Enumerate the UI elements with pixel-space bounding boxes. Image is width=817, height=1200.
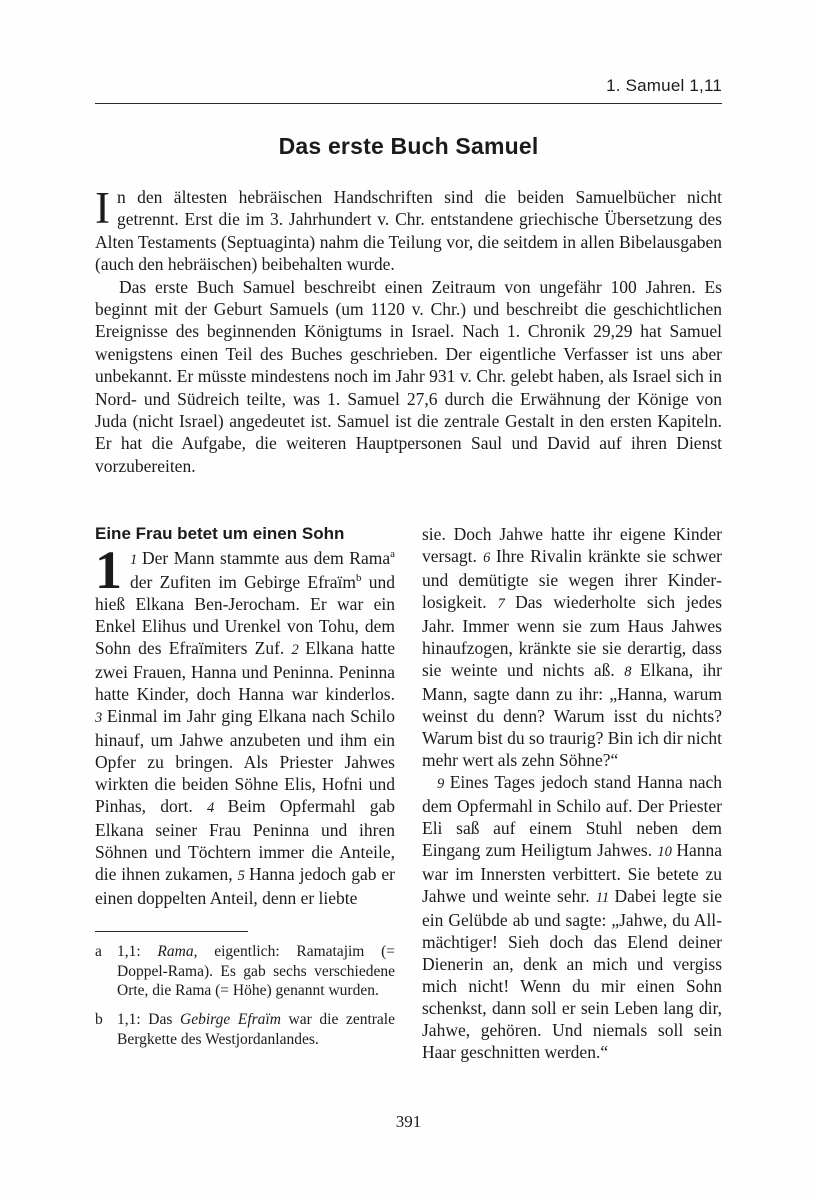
text-segment: Rama bbox=[157, 943, 194, 961]
footnote-text bbox=[117, 1010, 395, 1049]
text-segment: 1,1: bbox=[117, 943, 158, 961]
text-segment: Elkana, ihr Mann, sagte dann zu ihr: „Hanna, warum weinst du denn? Warum isst du nichts? Warum bist du so traurig? Bin ich dir nicht mehr wert als zehn Söhne?“ bbox=[422, 660, 722, 771]
text-segment: Ihre Rivalin kränkte sie schwer und demütigte sie wegen ihrer Kinderlosigkeit. bbox=[422, 546, 722, 613]
text-segment: Beim Opfermahl gab Elkana seiner Frau Peninna und ihren Söhnen und Töchtern immer die Anteile, die ihnen zukamen, bbox=[95, 796, 395, 885]
text-segment: Der Mann stammte aus dem Rama bbox=[142, 548, 391, 569]
text-segment: der Zufiten im Gebirge Efraïm bbox=[130, 572, 356, 593]
text-segment: Dabei legte sie ein Gelübde ab und sagte: „Jahwe, du Allmächtiger! Sieh doch das Elend deiner Dienerin an, denk an mich und vergiss mich nicht! Wenn du mir einen Sohn schenkst, dann soll er sein Leben lang dir, Jahwe, gehören. Und niemals soll sein Haar geschnitten werden.“ bbox=[422, 886, 722, 1063]
verse-paragraph-3 bbox=[422, 771, 722, 1063]
footnote-b bbox=[95, 1010, 395, 1049]
section-heading: Eine Frau betet um einen Sohn bbox=[95, 524, 345, 544]
column-right bbox=[422, 523, 722, 1063]
verse-text bbox=[422, 772, 722, 1062]
verse-number: 4 bbox=[206, 800, 228, 817]
chapter-number: 1 bbox=[95, 540, 122, 601]
intro-text-1: n den ältesten hebräischen Handschriften sind die beiden Samuelbücher nicht getrennt. Erst die im 3. Jahrhundert v. Chr. entstandene griechische Übersetzung des Alten Testaments (Septuaginta) nahm die Teilung vor, die seitdem in allen Bibelausgaben (auch den hebräischen) beibehalten wurde. bbox=[95, 187, 722, 275]
footnote-ref: b bbox=[356, 572, 362, 585]
verse-number: 6 bbox=[483, 550, 496, 567]
verse-paragraph-1 bbox=[95, 540, 396, 909]
text-segment: Hanna war im Innersten verbittert. Sie betete zu Jahwe und weinte sehr. bbox=[422, 840, 722, 907]
text-segment: sie. Doch Jahwe hatte ihr eigene Kinder versagt. bbox=[422, 524, 722, 567]
text-segment: und hieß Elkana Ben-Jerocham. Er war ein Enkel Elihus und Urenkel von Tohu, dem Sohn des Efraïmiters Zuf. bbox=[95, 572, 396, 659]
running-head: 1. Samuel 1,11 bbox=[606, 76, 722, 95]
footnote-ref: a bbox=[390, 548, 395, 561]
footnote-marker: b bbox=[95, 1011, 103, 1029]
footnote-rule bbox=[95, 931, 248, 932]
text-segment: Einmal im Jahr ging Elkana nach Schilo hinauf, um Jahwe anzubeten und ihm ein Opfer zu bringen. Als Priester Jahwes wirkten die beiden Söhne Elis, Hofni und Pinhas, dort. bbox=[95, 706, 396, 817]
verse-number: 10 bbox=[657, 844, 677, 861]
intro-paragraph-1 bbox=[95, 183, 722, 276]
verse-number: 1 bbox=[130, 552, 142, 569]
text-segment: Gebirge Efraïm bbox=[180, 1011, 281, 1029]
verse-number: 5 bbox=[237, 868, 250, 885]
text-segment: Elkana hatte zwei Frauen, Hanna und Peninna. Peninna hatte Kinder, doch Hanna war kinderlos. bbox=[95, 638, 395, 705]
verse-number: 11 bbox=[595, 890, 615, 907]
footnote-text bbox=[117, 942, 395, 1001]
intro-paragraph-2: Das erste Buch Samuel beschreibt einen Zeitraum von ungefähr 100 Jahren. Es beginnt mit der Geburt Samuels (um 1120 v. Chr.) und beschreibt die geschichtlichen Ereignisse des beginnenden Königtums in Israel. Nach 1. Chronik 29,29 hat Samuel wenigstens einen Teil des Buches geschrieben. Der eigentliche Verfasser ist uns aber unbekannt. Er müsste mindestens noch im Jahr 931 v. Chr. gelebt haben, als Israel sich in Nord- und Südreich teilte, was 1. Samuel 27,6 durch die Erwähnung der Könige von Juda (nicht Israel) angedeutet ist. Samuel ist die zentrale Gestalt in den ersten Kapiteln. Er hat die Aufgabe, die weiteren Hauptpersonen Saul und David auf ihren Dienst vorzubereiten. bbox=[95, 276, 722, 476]
text-columns bbox=[95, 523, 722, 1063]
text-segment: 1,1: Das bbox=[117, 1011, 181, 1029]
text-segment: Das wiederholte sich jedes Jahr. Immer wenn sie zum Haus Jahwes hinaufzogen, kränkte sie sie derartig, dass sie weinte und nichts aß. bbox=[422, 592, 723, 681]
verse-number: 8 bbox=[624, 664, 641, 681]
book-title: Das erste Buch Samuel bbox=[278, 133, 539, 159]
verse-number: 2 bbox=[291, 642, 306, 659]
text-segment: Eines Tages jedoch stand Hanna nach dem Opfermahl in Schilo auf. Der Priester Eli saß auf einem Stuhl neben dem Eingang zum Heiligtum Jahwes. bbox=[422, 772, 723, 861]
verse-number: 7 bbox=[497, 596, 516, 613]
footnote-a bbox=[95, 942, 395, 1001]
verse-text bbox=[422, 524, 722, 770]
column-left bbox=[95, 523, 395, 1063]
text-segment: war die zentrale Bergkette des Westjordanlandes. bbox=[117, 1011, 395, 1048]
text-segment: Hanna jedoch gab er einen doppelten Anteil, denn er liebte bbox=[95, 864, 395, 909]
verse-paragraph-2 bbox=[422, 523, 722, 771]
page-number: 391 bbox=[395, 1112, 422, 1131]
verse-number: 9 bbox=[437, 776, 450, 793]
verse-text bbox=[95, 540, 396, 909]
footnote-marker: a bbox=[95, 943, 102, 961]
text-segment: , eigentlich: Ramatajim (= Doppel-Rama). Es gab sechs verschiedene Orte, die Rama (= Höhe) genannt wurden. bbox=[117, 943, 395, 1000]
drop-cap: I bbox=[95, 183, 110, 233]
footnotes bbox=[95, 931, 395, 1049]
verse-number: 3 bbox=[95, 710, 107, 727]
header-rule bbox=[95, 103, 722, 104]
